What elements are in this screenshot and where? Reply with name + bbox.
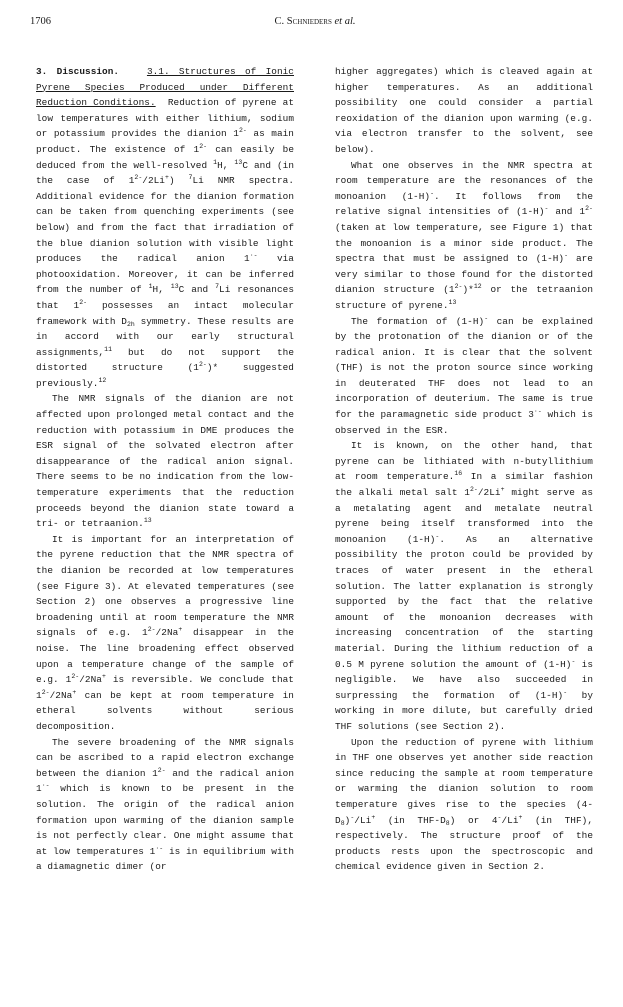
- running-head-author: C. Schnieders: [274, 16, 332, 27]
- citation: 12: [98, 376, 107, 384]
- running-head: [30, 16, 600, 27]
- citation: 13: [448, 298, 457, 306]
- running-head-etal: et al.: [334, 16, 356, 27]
- page-number: 1706: [30, 16, 51, 27]
- paragraph: It is known, on the other hand, that pyrene can be lithiated with n-butyllithium at room temperature.$^{16}$ In a similar fashion the alkali metal salt $1^{2-}/2Li^+$ might serve as a metalating agent and metalate neutral pyrene being itself transformed into the monoanion (1-H)-. As an alternative possibility the proton could be provided by traces of water present in the etheral solution. The latter explanation is strongly supported by the fact that the relative amount of the monoanion decreases with increasing concentration of the starting material. During the lithium reduction of a 0.5 M pyrene solution the amount of (1-H)- is negligible. We have also succeeded in surpressing the formation of (1-H)- by working in more dilute, but carefully dried THF solutions (see Section 2).: [335, 440, 594, 732]
- paragraph: Upon the reduction of pyrene with lithium in THF one observes yet another side reaction since reducing the sample at room temperature or warming the dianion solution to room temperature gives rise to the species $(4-D_8)^-/Li^+$ (in THF-$D_8$) or 4-/Li+ (in THF), respectively. The structure proof of the products rests upon the spectroscopic and chemical evidence given in Section 2.: [335, 736, 593, 873]
- paragraph: 3. Discussion. 3.1. Structures of Ionic Pyrene Species Produced under Different Reduction Conditions. Reduction of pyrene at low temperatures with either lithium, sodium or potassium provides the dianion $1^{2-}$ as main product. The existence of $1^{2-}$ can easily be deduced from the well-resolved $^1$H, $^{13}$C and (in the case of $1^{2-}/2Li^+$) $^7$Li NMR spectra. Additional evidence for the dianion formation can be taken from quenching experiments (see below) and from the fact that irradiation of the blue dianion solution with visible light produces the radical anion 1·- via photooxidation. Moreover, it can be inferred from the number of $^1$H, $^{13}$C and $^7$Li resonances that $1^{2-}$ possesses an intact molecular framework with $D_{2h}$ symmetry. These results are in accord with our early structural assignments,$^{11}$ but do not support the distorted structure $(1^{2-})*$ suggested previously.$^{12}$: [36, 66, 295, 389]
- paragraph: What one observes in the NMR spectra at room temperature are the resonances of the monoanion (1-H)-. It follows from the relative signal intensities of (1-H)- and $1^{2-}$ (taken at low temperature, see Figure 1) that the monoanion is a minor side product. The spectra that must be assigned to (1-H)- are very similar to those found for the distorted dianion structure $(1^{2-})*^{12}$ or the tetraanion structure of pyrene.$^{13}$: [335, 159, 594, 311]
- right-column: [335, 64, 593, 875]
- paragraph: The severe broadening of the NMR signals can be ascribed to a rapid electron exchange between the dianion $1^{2-}$ and the radical anion 1·- which is known to be present in the solution. The origin of the radical anion formation upon warming of the dianion sample is not perfectly clear. One might assume that at low temperatures 1·- is in equilibrium with a diamagnetic dimer (or: [36, 736, 294, 873]
- left-column: [36, 64, 294, 875]
- paragraph: It is important for an interpretation of the pyrene reduction that the NMR spectra of the dianion be recorded at low temperatures (see Figure 3). At elevated temperatures (see Section 2) one observes a progressive line broadening until at room temperature the NMR signals of e.g. $1^{2-}/2Na^+$ disappear in the noise. The line broadening effect observed upon a temperature change of the sample of e.g. $1^{2-}/2Na^+$ is reversible. We conclude that $1^{2-}/2Na^+$ can be kept at room temperature in etheral solvents without serious decomposition.: [36, 533, 294, 732]
- citation: 12: [473, 283, 482, 291]
- section-heading: 3. Discussion.: [36, 66, 120, 77]
- paragraph: higher aggregates) which is cleaved again at higher temperatures. As an additional possibility one could consider a partial reoxidation of the dianion upon warming (e.g. via electron transfer to the solvent, see below).: [335, 66, 593, 155]
- paragraph: The NMR signals of the dianion are not affected upon prolonged metal contact and the reduction with potassium in DME produces the ESR signal of the solvated electron after disappearance of the radical anion signal. There seems to be no indication from the low-temperature experiments that the reduction proceeds beyond the dianion state toward a tri- or tetraanion.$^{13}$: [36, 393, 294, 530]
- subsection-heading: 3.1. Structures of Ionic Pyrene Species Produced under Different Reduction Conditions.: [36, 66, 294, 109]
- paragraph: The formation of (1-H)- can be explained by the protonation of the dianion or of the radical anion. It is clear that the solvent (THF) is not the proton source since working in deuterated THF does not lead to an incorporation of deuterium. The same is true for the paramagnetic side product 3·- which is observed in the ESR.: [335, 314, 593, 436]
- citation: 13: [143, 517, 152, 525]
- citation: 16: [454, 470, 463, 478]
- citation: 11: [104, 345, 113, 353]
- page-header: [30, 16, 600, 32]
